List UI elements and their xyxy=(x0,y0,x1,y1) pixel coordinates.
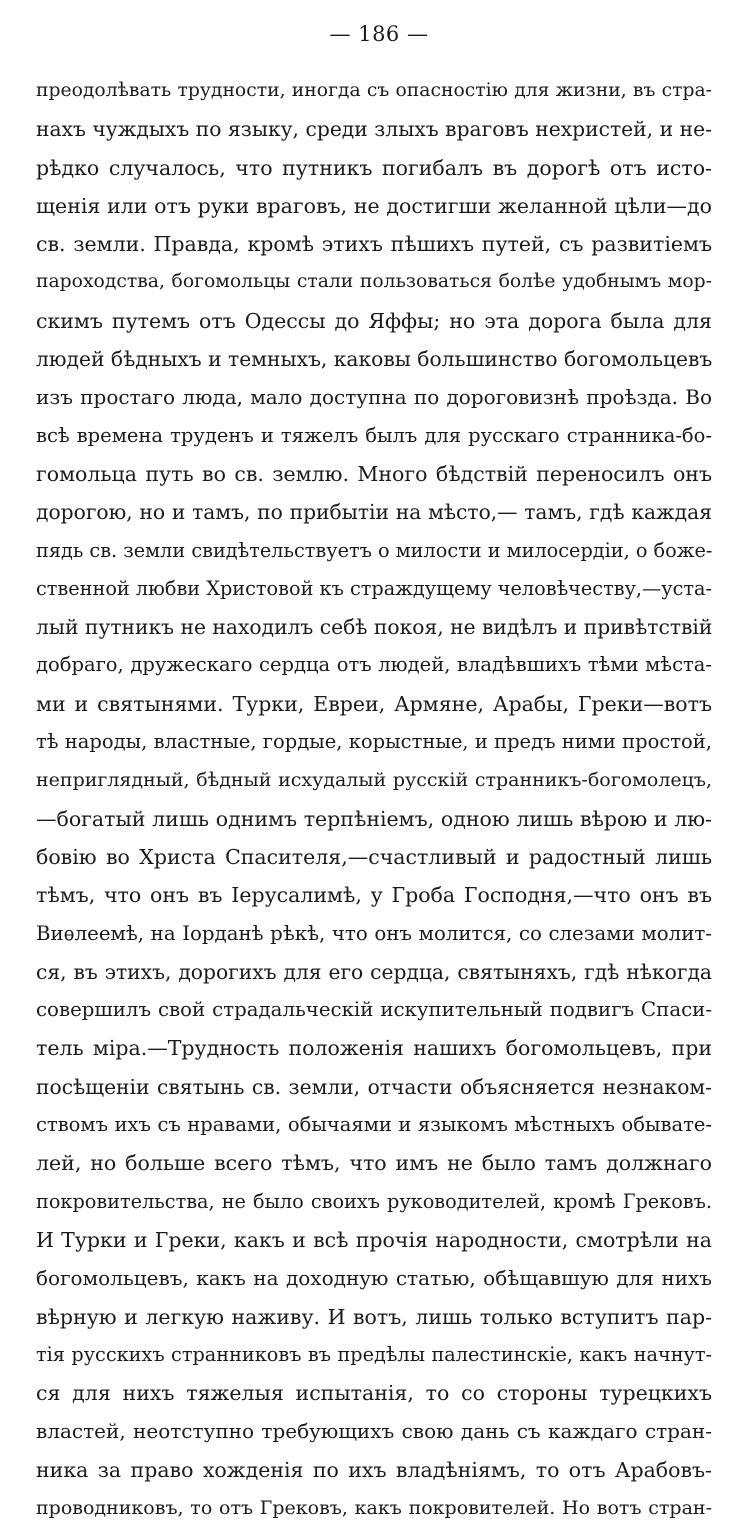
text-line: проводниковъ, то отъ Грековъ, какъ покровителей. Но вотъ стран- xyxy=(36,1496,712,1519)
text-line: богомольцевъ, какъ на доходную статью, обѣщавшую для нихъ xyxy=(36,1266,712,1291)
text-line: ственной любви Христовой къ страждущему человѣчеству,—уста- xyxy=(36,576,712,600)
text-line: тель міра.—Трудность положенія нашихъ богомольцевъ, при xyxy=(36,1036,712,1061)
text-line: ся для нихъ тяжелыя испытанія, то со стороны турецкихъ xyxy=(36,1381,712,1406)
text-line: щенія или отъ руки враговъ, не достигши желанной цѣли—до xyxy=(36,193,712,218)
text-line: покровительства, не было своихъ руководителей, кромѣ Грековъ. xyxy=(36,1189,712,1213)
text-line: преодолѣвать трудности, иногда съ опасностію для жизни, въ стра- xyxy=(36,80,712,101)
text-line: вѣрную и легкую наживу. И вотъ, лишь только вступитъ пар- xyxy=(36,1304,712,1329)
text-line: тѣмъ, что онъ въ Іерусалимѣ, у Гроба Господня,—что онъ въ xyxy=(36,883,712,908)
text-line: ника за право хожденія по ихъ владѣніямъ, то отъ Арабовъ- xyxy=(36,1457,712,1482)
text-line: изъ простаго люда, мало доступна по дороговизнѣ проѣзда. Во xyxy=(36,385,712,410)
body-text xyxy=(36,72,712,1527)
text-line: лый путникъ не находилъ себѣ покоя, не видѣлъ и привѣтствій xyxy=(36,615,712,640)
text-line: рѣдко случалось, что путникъ погибалъ въ дорогѣ отъ исто- xyxy=(36,155,712,180)
text-line: совершилъ свой страдальческій искупительный подвигъ Спаси- xyxy=(36,998,712,1022)
text-line: св. земли. Правда, кромѣ этихъ пѣшихъ путей, съ развитіемъ xyxy=(36,232,712,257)
text-line: посѣщеніи святынь св. земли, отчасти объясняется незнаком- xyxy=(36,1074,712,1099)
text-line: неприглядный, бѣдный исхудалый русскій странникъ-богомолецъ, xyxy=(36,769,712,792)
page-number: — 186 — xyxy=(329,22,429,46)
text-line: бовію во Христа Спасителя,—счастливый и радостный лишь xyxy=(36,844,712,869)
text-line: всѣ времена труденъ и тяжелъ былъ для русскаго странника-бо- xyxy=(36,423,712,447)
text-line: пароходства, богомольцы стали пользоваться болѣе удобнымъ мор- xyxy=(36,271,712,293)
text-line: ся, въ этихъ, дорогихъ для его сердца, святыняхъ, гдѣ нѣкогда xyxy=(36,959,712,984)
text-line: дорогою, но и тамъ, по прибытіи на мѣсто,— тамъ, гдѣ каждая xyxy=(36,500,712,525)
text-line: лей, но больше всего тѣмъ, что имъ не было тамъ должнаго xyxy=(36,1151,712,1176)
text-line: ми и святынями. Турки, Евреи, Армяне, Арабы, Греки—вотъ xyxy=(36,691,712,716)
text-line: людей бѣдныхъ и темныхъ, каковы большинство богомольцевъ xyxy=(36,347,712,372)
text-line: властей, неотступно требующихъ свою дань съ каждаго стран- xyxy=(36,1419,712,1444)
text-line: тія русскихъ странниковъ въ предѣлы палестинскіе, какъ начнут- xyxy=(36,1342,712,1366)
text-line: нахъ чуждыхъ по языку, среди злыхъ враговъ нехристей, и не- xyxy=(36,117,712,142)
text-line: тѣ народы, властные, гордые, корыстные, и предъ ними простой, xyxy=(36,730,712,754)
text-line: скимъ путемъ отъ Одессы до Яффы; но эта дорога была для xyxy=(36,308,712,333)
text-line: ствомъ ихъ съ нравами, обычаями и языкомъ мѣстныхъ обывате- xyxy=(36,1113,712,1137)
text-line: —богатый лишь однимъ терпѣніемъ, одною лишь вѣрою и лю- xyxy=(36,806,712,831)
text-line: пядь св. земли свидѣтельствуетъ о милости и милосердіи, о боже- xyxy=(36,538,712,562)
text-line: добраго, дружескаго сердца отъ людей, владѣвшихъ тѣми мѣста- xyxy=(36,653,712,677)
text-line: Виѳлеемѣ, на Іорданѣ рѣкѣ, что онъ молится, со слезами молит- xyxy=(36,921,712,945)
text-line: гомольца путь во св. землю. Много бѣдствій переносилъ онъ xyxy=(36,461,712,486)
text-line: И Турки и Греки, какъ и всѣ прочія народности, смотрѣли на xyxy=(36,1227,712,1252)
